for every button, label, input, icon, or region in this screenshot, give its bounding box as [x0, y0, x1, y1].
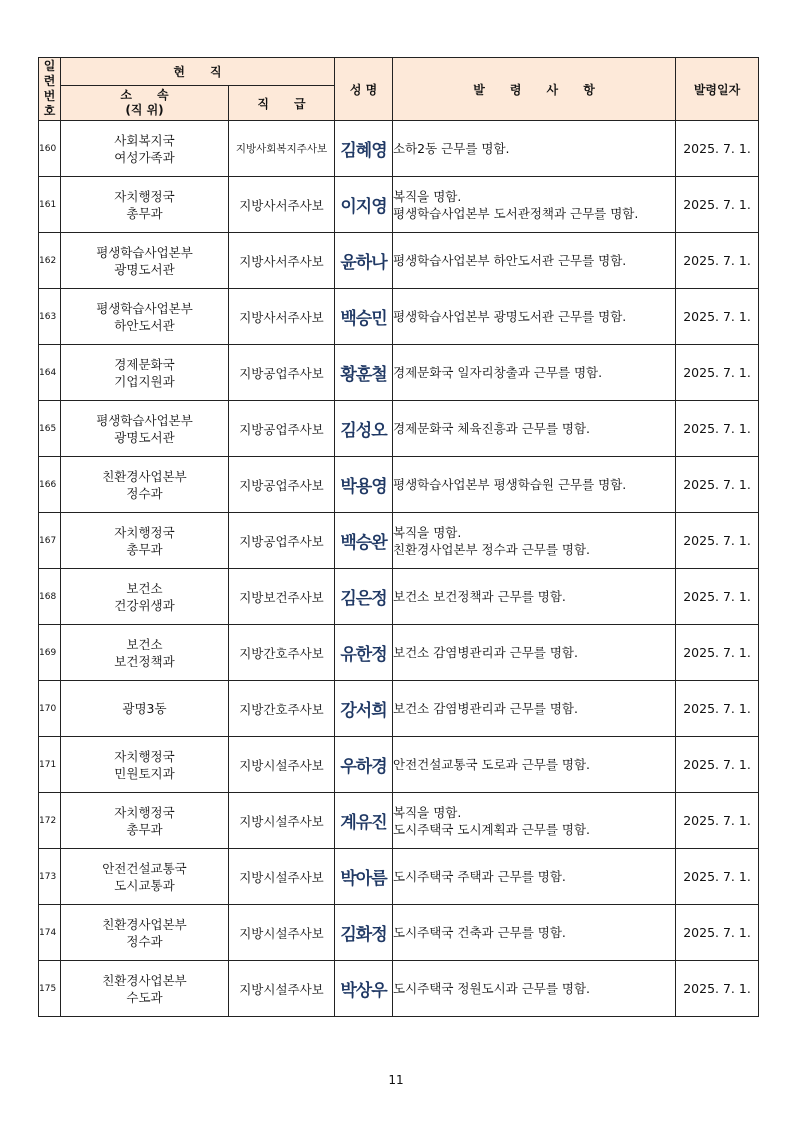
- row-grade: 지방보건주사보: [229, 569, 335, 625]
- table-row: [39, 961, 759, 1017]
- row-grade: 지방시설주사보: [229, 737, 335, 793]
- row-date: 2025. 7. 1.: [676, 457, 759, 513]
- department-line: 수도과: [126, 989, 163, 1005]
- row-number: 162: [39, 233, 61, 289]
- row-order: [393, 961, 676, 1017]
- department-line: 총무과: [126, 541, 163, 557]
- order-line: 복직을 명함.: [393, 188, 462, 204]
- table-row: [39, 681, 759, 737]
- department-line: 평생학습사업본부: [96, 300, 193, 316]
- row-name: 이지영: [335, 177, 393, 233]
- row-order: [393, 681, 676, 737]
- row-department: [61, 737, 229, 793]
- row-department: [61, 793, 229, 849]
- row-department: [61, 681, 229, 737]
- row-number: 167: [39, 513, 61, 569]
- row-grade: 지방사회복지주사보: [229, 121, 335, 177]
- row-order: [393, 737, 676, 793]
- row-grade: 지방간호주사보: [229, 681, 335, 737]
- row-grade: 지방시설주사보: [229, 849, 335, 905]
- order-line: 보건소 감염병관리과 근무를 명함.: [393, 645, 578, 660]
- order-line: 평생학습사업본부 도서관정책과 근무를 명함.: [393, 205, 639, 221]
- department-line: 평생학습사업본부: [96, 412, 193, 428]
- order-line: 경제문화국 일자리창출과 근무를 명함.: [393, 365, 603, 380]
- table-row: [39, 177, 759, 233]
- department-line: 자치행정국: [114, 748, 175, 764]
- row-date: 2025. 7. 1.: [676, 569, 759, 625]
- row-date: 2025. 7. 1.: [676, 345, 759, 401]
- department-line: 광명도서관: [114, 429, 175, 445]
- row-name: 윤하나: [335, 233, 393, 289]
- department-line: 안전건설교통국: [102, 860, 187, 876]
- row-department: [61, 961, 229, 1017]
- department-line: 자치행정국: [114, 524, 175, 540]
- row-date: 2025. 7. 1.: [676, 513, 759, 569]
- row-department: [61, 345, 229, 401]
- row-name: 박아름: [335, 849, 393, 905]
- row-name: 박상우: [335, 961, 393, 1017]
- table-row: [39, 569, 759, 625]
- row-number: 164: [39, 345, 61, 401]
- department-line: 기업지원과: [114, 373, 175, 389]
- row-number: 172: [39, 793, 61, 849]
- row-order: [393, 849, 676, 905]
- table-row: [39, 737, 759, 793]
- row-number: 168: [39, 569, 61, 625]
- row-grade: 지방간호주사보: [229, 625, 335, 681]
- department-line: 민원토지과: [114, 765, 175, 781]
- row-order: [393, 401, 676, 457]
- row-name: 김화정: [335, 905, 393, 961]
- row-number: 169: [39, 625, 61, 681]
- row-order: [393, 457, 676, 513]
- order-line: 도시주택국 정원도시과 근무를 명함.: [393, 981, 591, 996]
- department-line: 총무과: [126, 821, 163, 837]
- row-name: 백승민: [335, 289, 393, 345]
- row-number: 171: [39, 737, 61, 793]
- department-line: 보건소: [126, 580, 163, 596]
- row-order: [393, 121, 676, 177]
- header-number: 일 련 번 호: [39, 58, 61, 121]
- department-line: 광명도서관: [114, 261, 175, 277]
- department-line: 여성가족과: [114, 149, 175, 165]
- row-order: [393, 513, 676, 569]
- order-line: 보건소 감염병관리과 근무를 명함.: [393, 701, 578, 716]
- row-department: [61, 905, 229, 961]
- row-name: 황훈철: [335, 345, 393, 401]
- row-date: 2025. 7. 1.: [676, 905, 759, 961]
- department-line: 도시교통과: [114, 877, 175, 893]
- department-line: 보건소: [126, 636, 163, 652]
- row-date: 2025. 7. 1.: [676, 401, 759, 457]
- row-department: [61, 513, 229, 569]
- order-line: 평생학습사업본부 광명도서관 근무를 명함.: [393, 309, 627, 324]
- department-line: 친환경사업본부: [102, 972, 187, 988]
- row-department: [61, 121, 229, 177]
- department-line: 하안도서관: [114, 317, 175, 333]
- order-line: 평생학습사업본부 평생학습원 근무를 명함.: [393, 477, 627, 492]
- order-line: 소하2동 근무를 명함.: [393, 141, 510, 156]
- personnel-order-table: [38, 57, 759, 1017]
- row-date: 2025. 7. 1.: [676, 177, 759, 233]
- table-header: [39, 58, 759, 121]
- row-department: [61, 401, 229, 457]
- row-department: [61, 233, 229, 289]
- order-line: 안전건설교통국 도로과 근무를 명함.: [393, 757, 591, 772]
- row-department: [61, 625, 229, 681]
- order-line: 도시주택국 주택과 근무를 명함.: [393, 869, 566, 884]
- row-order: [393, 569, 676, 625]
- row-date: 2025. 7. 1.: [676, 681, 759, 737]
- row-number: 175: [39, 961, 61, 1017]
- row-number: 173: [39, 849, 61, 905]
- department-line: 평생학습사업본부: [96, 244, 193, 260]
- table-row: [39, 457, 759, 513]
- table-row: [39, 121, 759, 177]
- row-order: [393, 905, 676, 961]
- order-line: 도시주택국 도시계획과 근무를 명함.: [393, 821, 591, 837]
- row-number: 163: [39, 289, 61, 345]
- row-order: [393, 345, 676, 401]
- department-line: 정수과: [126, 485, 163, 501]
- table-row: [39, 289, 759, 345]
- row-department: [61, 289, 229, 345]
- row-grade: 지방공업주사보: [229, 401, 335, 457]
- row-date: 2025. 7. 1.: [676, 793, 759, 849]
- header-name: 성 명: [335, 58, 393, 121]
- row-date: 2025. 7. 1.: [676, 121, 759, 177]
- header-grade: 직 급: [229, 86, 335, 121]
- table-row: [39, 793, 759, 849]
- department-line: 총무과: [126, 205, 163, 221]
- header-current-position: 현 직: [61, 58, 335, 86]
- table-body: [39, 121, 759, 1017]
- row-department: [61, 849, 229, 905]
- row-grade: 지방시설주사보: [229, 905, 335, 961]
- department-line: 광명3동: [122, 701, 167, 716]
- table-row: [39, 513, 759, 569]
- order-line: 경제문화국 체육진흥과 근무를 명함.: [393, 421, 591, 436]
- department-line: 자치행정국: [114, 804, 175, 820]
- department-line: 보건정책과: [114, 653, 175, 669]
- header-order: 발 령 사 항: [393, 58, 676, 121]
- row-name: 김은정: [335, 569, 393, 625]
- department-line: 건강위생과: [114, 597, 175, 613]
- row-number: 161: [39, 177, 61, 233]
- department-line: 경제문화국: [114, 356, 175, 372]
- row-number: 174: [39, 905, 61, 961]
- row-date: 2025. 7. 1.: [676, 737, 759, 793]
- row-name: 우하경: [335, 737, 393, 793]
- row-number: 165: [39, 401, 61, 457]
- table-row: [39, 401, 759, 457]
- department-line: 사회복지국: [114, 132, 175, 148]
- order-line: 도시주택국 건축과 근무를 명함.: [393, 925, 566, 940]
- row-date: 2025. 7. 1.: [676, 233, 759, 289]
- row-name: 김성오: [335, 401, 393, 457]
- department-line: 친환경사업본부: [102, 916, 187, 932]
- table-row: [39, 625, 759, 681]
- row-department: [61, 177, 229, 233]
- row-date: 2025. 7. 1.: [676, 849, 759, 905]
- row-grade: 지방시설주사보: [229, 961, 335, 1017]
- row-grade: 지방사서주사보: [229, 233, 335, 289]
- row-name: 김혜영: [335, 121, 393, 177]
- header-date: 발령일자: [676, 58, 759, 121]
- row-grade: 지방시설주사보: [229, 793, 335, 849]
- row-date: 2025. 7. 1.: [676, 289, 759, 345]
- order-line: 평생학습사업본부 하안도서관 근무를 명함.: [393, 253, 627, 268]
- row-order: [393, 793, 676, 849]
- row-number: 166: [39, 457, 61, 513]
- row-department: [61, 457, 229, 513]
- row-date: 2025. 7. 1.: [676, 961, 759, 1017]
- row-number: 160: [39, 121, 61, 177]
- table-row: [39, 345, 759, 401]
- order-line: 복직을 명함.: [393, 804, 462, 820]
- row-grade: 지방공업주사보: [229, 457, 335, 513]
- row-number: 170: [39, 681, 61, 737]
- row-name: 강서희: [335, 681, 393, 737]
- row-name: 계유진: [335, 793, 393, 849]
- table-row: [39, 233, 759, 289]
- order-line: 복직을 명함.: [393, 524, 462, 540]
- department-line: 친환경사업본부: [102, 468, 187, 484]
- row-order: [393, 625, 676, 681]
- row-order: [393, 177, 676, 233]
- order-line: 친환경사업본부 정수과 근무를 명함.: [393, 541, 591, 557]
- row-order: [393, 289, 676, 345]
- row-name: 유한정: [335, 625, 393, 681]
- row-order: [393, 233, 676, 289]
- page-number: 11: [388, 1073, 404, 1087]
- department-line: 자치행정국: [114, 188, 175, 204]
- table-row: [39, 849, 759, 905]
- row-grade: 지방사서주사보: [229, 177, 335, 233]
- row-name: 박용영: [335, 457, 393, 513]
- order-line: 보건소 보건정책과 근무를 명함.: [393, 589, 566, 604]
- department-line: 정수과: [126, 933, 163, 949]
- row-grade: 지방공업주사보: [229, 345, 335, 401]
- row-grade: 지방공업주사보: [229, 513, 335, 569]
- header-department: 소 속 (직 위): [61, 86, 229, 121]
- row-name: 백승완: [335, 513, 393, 569]
- row-department: [61, 569, 229, 625]
- row-grade: 지방사서주사보: [229, 289, 335, 345]
- row-date: 2025. 7. 1.: [676, 625, 759, 681]
- table-row: [39, 905, 759, 961]
